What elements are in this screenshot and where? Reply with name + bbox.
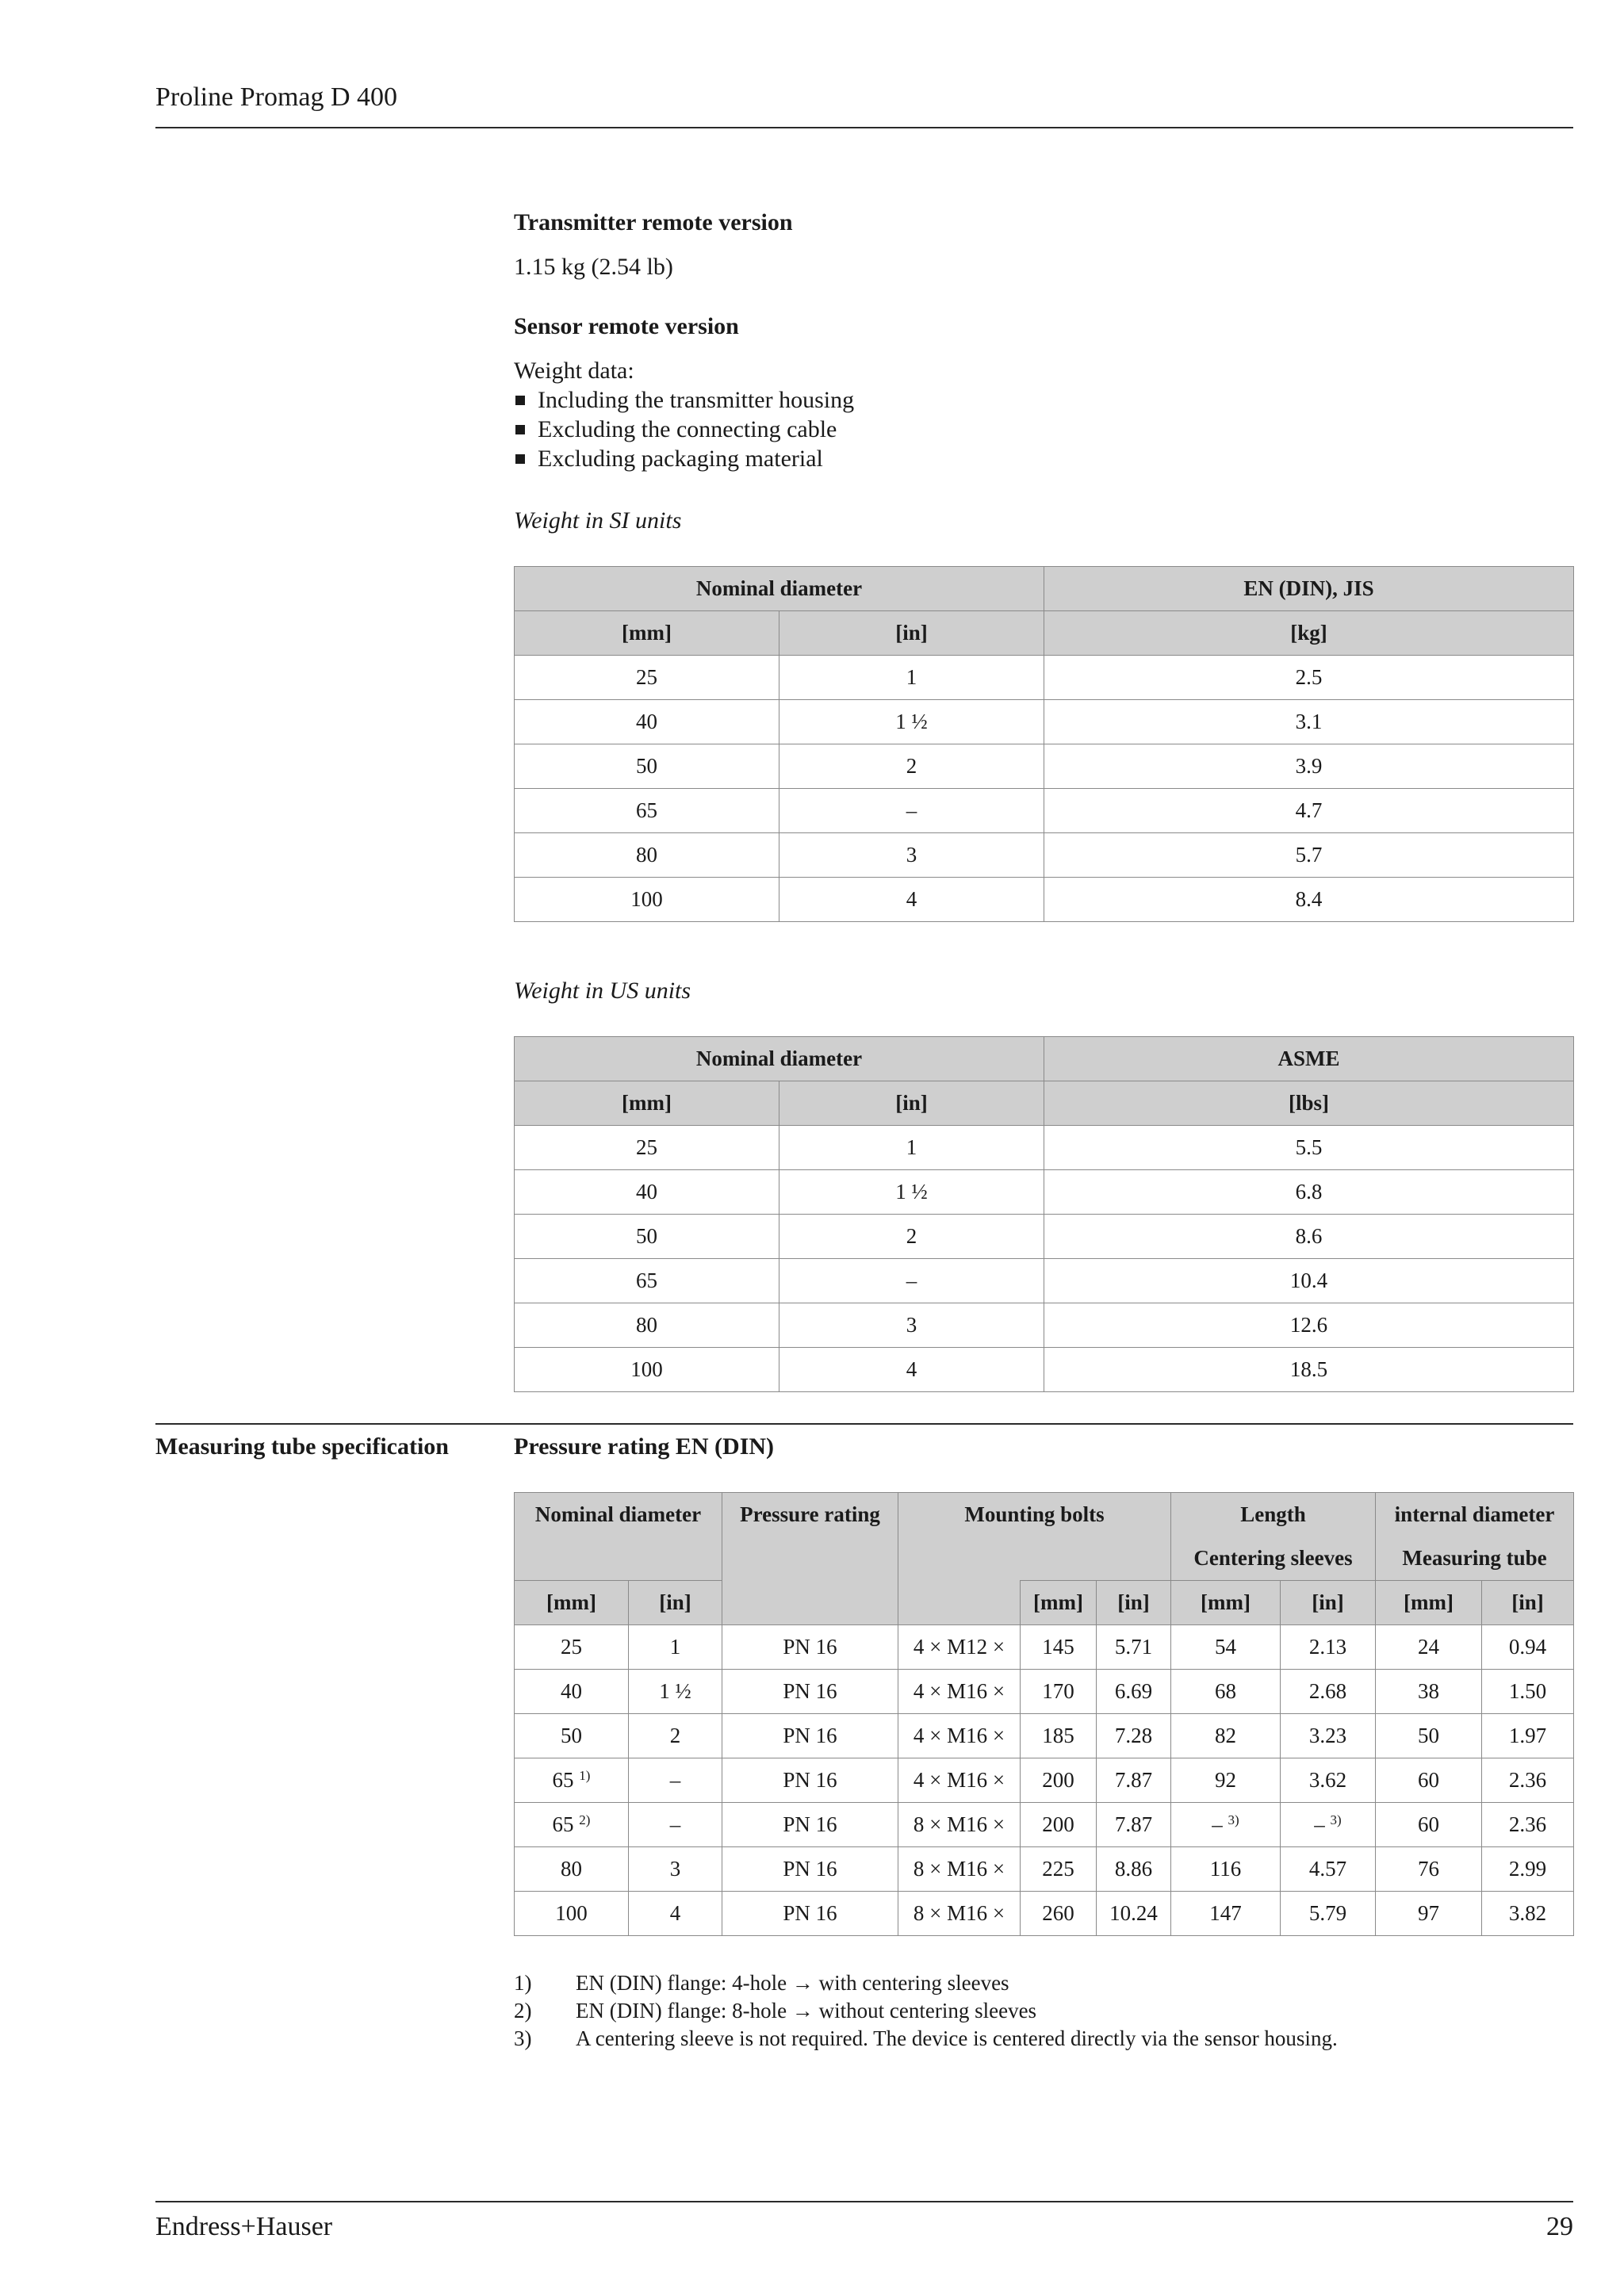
cell-internal-in: 1.97	[1482, 1714, 1574, 1758]
cell-mm: 100	[515, 1892, 629, 1936]
cell-bolts-in: 8.86	[1097, 1847, 1171, 1892]
cell-weight: 5.5	[1044, 1126, 1574, 1170]
table-row	[515, 1670, 1574, 1714]
cell-weight: 8.4	[1044, 878, 1574, 922]
cell-bolts-mm: 185	[1021, 1714, 1097, 1758]
col-internal-diameter: internal diameter	[1376, 1493, 1574, 1537]
cell-length-mm: 54	[1171, 1625, 1281, 1670]
sensor-intro: Weight data:	[514, 358, 634, 384]
col-mounting-bolts: Mounting bolts	[898, 1493, 1171, 1537]
cell-weight: 4.7	[1044, 789, 1574, 833]
table-row	[515, 1625, 1574, 1670]
footnote: 1) EN (DIN) flange: 4-hole → with centering sleeves	[514, 1971, 1009, 1995]
cell-in: 4	[779, 1348, 1044, 1392]
cell-bolts: 8 × M16 ×	[898, 1803, 1021, 1847]
cell-internal-in: 2.36	[1482, 1803, 1574, 1847]
footnote: 3) A centering sleeve is not required. The device is centered directly via the sensor housing.	[514, 2026, 1338, 2050]
col-nominal-diameter: Nominal diameter	[515, 1037, 1044, 1081]
cell-bolts: 4 × M12 ×	[898, 1625, 1021, 1670]
cell-weight: 2.5	[1044, 656, 1574, 700]
cell-mm: 50	[515, 1215, 779, 1259]
cell-length-in: 5.79	[1281, 1892, 1376, 1936]
cell-internal-in: 0.94	[1482, 1625, 1574, 1670]
col-standard: EN (DIN), JIS	[1044, 567, 1574, 611]
table-row	[515, 878, 1574, 922]
cell-in: 1	[779, 656, 1044, 700]
col-measuring-tube: Measuring tube	[1376, 1536, 1574, 1581]
cell-weight: 18.5	[1044, 1348, 1574, 1392]
cell-weight: 3.9	[1044, 744, 1574, 789]
cell-bolts-in: 7.87	[1097, 1758, 1171, 1803]
cell-mm: 40	[515, 1670, 629, 1714]
col-nominal-diameter: Nominal diameter	[515, 1493, 722, 1537]
table-row	[515, 833, 1574, 878]
cell-length-in: 2.13	[1281, 1625, 1376, 1670]
cell-weight: 12.6	[1044, 1303, 1574, 1348]
cell-weight: 6.8	[1044, 1170, 1574, 1215]
page-header-title: Proline Promag D 400	[155, 82, 398, 112]
cell-mm: 25	[515, 656, 779, 700]
cell-pressure-rating: PN 16	[722, 1714, 898, 1758]
cell-mm: 80	[515, 1847, 629, 1892]
table-row	[515, 1126, 1574, 1170]
cell-length-mm: 116	[1171, 1847, 1281, 1892]
cell-in: –	[629, 1803, 722, 1847]
cell-pressure-rating: PN 16	[722, 1847, 898, 1892]
col-in: [in]	[779, 611, 1044, 656]
cell-pressure-rating: PN 16	[722, 1803, 898, 1847]
cell-internal-in: 2.99	[1482, 1847, 1574, 1892]
table-row	[515, 1259, 1574, 1303]
cell-mm: 65	[515, 789, 779, 833]
cell-in: 1 ½	[779, 1170, 1044, 1215]
cell-weight: 8.6	[1044, 1215, 1574, 1259]
cell-mm: 65	[515, 1259, 779, 1303]
cell-in: 2	[779, 1215, 1044, 1259]
cell-mm: 80	[515, 833, 779, 878]
cell-bolts: 8 × M16 ×	[898, 1892, 1021, 1936]
col-standard: ASME	[1044, 1037, 1574, 1081]
col-in: [in]	[779, 1081, 1044, 1126]
col-bolts-in: [in]	[1097, 1581, 1171, 1625]
bullet-item: Including the transmitter housing	[514, 385, 854, 415]
table-row	[515, 1303, 1574, 1348]
table-row	[515, 1215, 1574, 1259]
cell-bolts-in: 7.28	[1097, 1714, 1171, 1758]
table-row	[515, 1892, 1574, 1936]
cell-mm: 40	[515, 1170, 779, 1215]
cell-mm: 65 $^{1)}$	[515, 1758, 629, 1803]
cell-length-mm: 147	[1171, 1892, 1281, 1936]
table-row	[515, 744, 1574, 789]
col-in: [in]	[629, 1581, 722, 1625]
cell-length-mm: – $^{3)}$	[1171, 1803, 1281, 1847]
cell-pressure-rating: PN 16	[722, 1670, 898, 1714]
header-rule	[155, 127, 1573, 128]
cell-bolts: 8 × M16 ×	[898, 1847, 1021, 1892]
cell-length-mm: 92	[1171, 1758, 1281, 1803]
col-length-in: [in]	[1281, 1581, 1376, 1625]
col-unit: [kg]	[1044, 611, 1574, 656]
cell-mm: 25	[515, 1126, 779, 1170]
col-mm: [mm]	[515, 611, 779, 656]
footnote-ref: 1)	[579, 1768, 591, 1783]
cell-bolts-in: 10.24	[1097, 1892, 1171, 1936]
cell-mm: 25	[515, 1625, 629, 1670]
table-row	[515, 1803, 1574, 1847]
cell-bolts: 4 × M16 ×	[898, 1670, 1021, 1714]
transmitter-weight: 1.15 kg (2.54 lb)	[514, 254, 673, 280]
col-pressure-rating: Pressure rating	[722, 1493, 898, 1537]
pressure-rating-heading: Pressure rating EN (DIN)	[514, 1433, 775, 1460]
cell-bolts-mm: 200	[1021, 1758, 1097, 1803]
cell-mm: 50	[515, 1714, 629, 1758]
cell-in: 3	[629, 1847, 722, 1892]
cell-in: –	[779, 1259, 1044, 1303]
sensor-bullet-list	[514, 385, 854, 473]
col-length-mm: [mm]	[1171, 1581, 1281, 1625]
col-bolts-mm: [mm]	[1021, 1581, 1097, 1625]
pressure-rating-table	[514, 1492, 1574, 1936]
cell-pressure-rating: PN 16	[722, 1625, 898, 1670]
footer-company: Endress+Hauser	[155, 2212, 333, 2241]
cell-bolts-mm: 145	[1021, 1625, 1097, 1670]
cell-bolts-mm: 170	[1021, 1670, 1097, 1714]
section-rule	[155, 1423, 1573, 1425]
col-centering-sleeves: Centering sleeves	[1171, 1536, 1376, 1581]
cell-in: 1	[779, 1126, 1044, 1170]
table-row	[515, 1714, 1574, 1758]
cell-mm: 80	[515, 1303, 779, 1348]
cell-pressure-rating: PN 16	[722, 1892, 898, 1936]
cell-internal-mm: 97	[1376, 1892, 1482, 1936]
footer-rule	[155, 2201, 1573, 2202]
col-length: Length	[1171, 1493, 1376, 1537]
weight-us-table	[514, 1036, 1574, 1392]
cell-bolts-in: 7.87	[1097, 1803, 1171, 1847]
cell-bolts-mm: 200	[1021, 1803, 1097, 1847]
cell-in: 1	[629, 1625, 722, 1670]
cell-length-mm: 82	[1171, 1714, 1281, 1758]
col-mm: [mm]	[515, 1081, 779, 1126]
cell-length-in: 2.68	[1281, 1670, 1376, 1714]
table-row	[515, 700, 1574, 744]
measuring-tube-side-label: Measuring tube specification	[155, 1433, 449, 1460]
cell-bolts-mm: 260	[1021, 1892, 1097, 1936]
cell-bolts-in: 5.71	[1097, 1625, 1171, 1670]
cell-weight: 5.7	[1044, 833, 1574, 878]
cell-in: 2	[629, 1714, 722, 1758]
cell-in: 1 ½	[629, 1670, 722, 1714]
si-caption: Weight in SI units	[514, 507, 682, 534]
cell-in: 4	[629, 1892, 722, 1936]
bullet-item: Excluding packaging material	[514, 444, 854, 473]
table-row	[515, 1758, 1574, 1803]
table-row	[515, 656, 1574, 700]
col-mm: [mm]	[515, 1581, 629, 1625]
cell-internal-mm: 38	[1376, 1670, 1482, 1714]
cell-length-in: 3.62	[1281, 1758, 1376, 1803]
cell-mm: 100	[515, 1348, 779, 1392]
cell-in: –	[779, 789, 1044, 833]
cell-bolts: 4 × M16 ×	[898, 1758, 1021, 1803]
cell-internal-mm: 60	[1376, 1803, 1482, 1847]
us-caption: Weight in US units	[514, 978, 691, 1004]
footnote: 2) EN (DIN) flange: 8-hole → without centering sleeves	[514, 1999, 1037, 2022]
cell-bolts-mm: 225	[1021, 1847, 1097, 1892]
cell-mm: 65 $^{2)}$	[515, 1803, 629, 1847]
transmitter-heading: Transmitter remote version	[514, 209, 793, 235]
cell-pressure-rating: PN 16	[722, 1758, 898, 1803]
cell-mm: 40	[515, 700, 779, 744]
table-row	[515, 789, 1574, 833]
weight-si-table	[514, 566, 1574, 922]
cell-length-in: 4.57	[1281, 1847, 1376, 1892]
cell-internal-mm: 60	[1376, 1758, 1482, 1803]
col-nominal-diameter: Nominal diameter	[515, 567, 1044, 611]
cell-in: 4	[779, 878, 1044, 922]
footnote-ref: 2)	[579, 1812, 591, 1827]
bullet-item: Excluding the connecting cable	[514, 415, 854, 444]
cell-mm: 100	[515, 878, 779, 922]
col-internal-mm: [mm]	[1376, 1581, 1482, 1625]
cell-bolts-in: 6.69	[1097, 1670, 1171, 1714]
cell-weight: 3.1	[1044, 700, 1574, 744]
table-row	[515, 1348, 1574, 1392]
page-number: 29	[1546, 2212, 1573, 2241]
sensor-heading: Sensor remote version	[514, 313, 739, 339]
cell-internal-in: 2.36	[1482, 1758, 1574, 1803]
cell-internal-in: 1.50	[1482, 1670, 1574, 1714]
cell-in: 3	[779, 833, 1044, 878]
cell-length-in: 3.23	[1281, 1714, 1376, 1758]
cell-weight: 10.4	[1044, 1259, 1574, 1303]
cell-mm: 50	[515, 744, 779, 789]
footnote-ref: 3)	[1228, 1812, 1239, 1827]
cell-internal-mm: 76	[1376, 1847, 1482, 1892]
cell-length-in: – $^{3)}$	[1281, 1803, 1376, 1847]
footnote-ref: 3)	[1330, 1812, 1342, 1827]
cell-internal-in: 3.82	[1482, 1892, 1574, 1936]
col-internal-in: [in]	[1482, 1581, 1574, 1625]
cell-length-mm: 68	[1171, 1670, 1281, 1714]
cell-in: 2	[779, 744, 1044, 789]
cell-bolts: 4 × M16 ×	[898, 1714, 1021, 1758]
cell-in: 1 ½	[779, 700, 1044, 744]
cell-in: –	[629, 1758, 722, 1803]
table-row	[515, 1847, 1574, 1892]
table-row	[515, 1170, 1574, 1215]
cell-internal-mm: 50	[1376, 1714, 1482, 1758]
cell-internal-mm: 24	[1376, 1625, 1482, 1670]
footnotes	[514, 1969, 1338, 2053]
col-unit: [lbs]	[1044, 1081, 1574, 1126]
cell-in: 3	[779, 1303, 1044, 1348]
